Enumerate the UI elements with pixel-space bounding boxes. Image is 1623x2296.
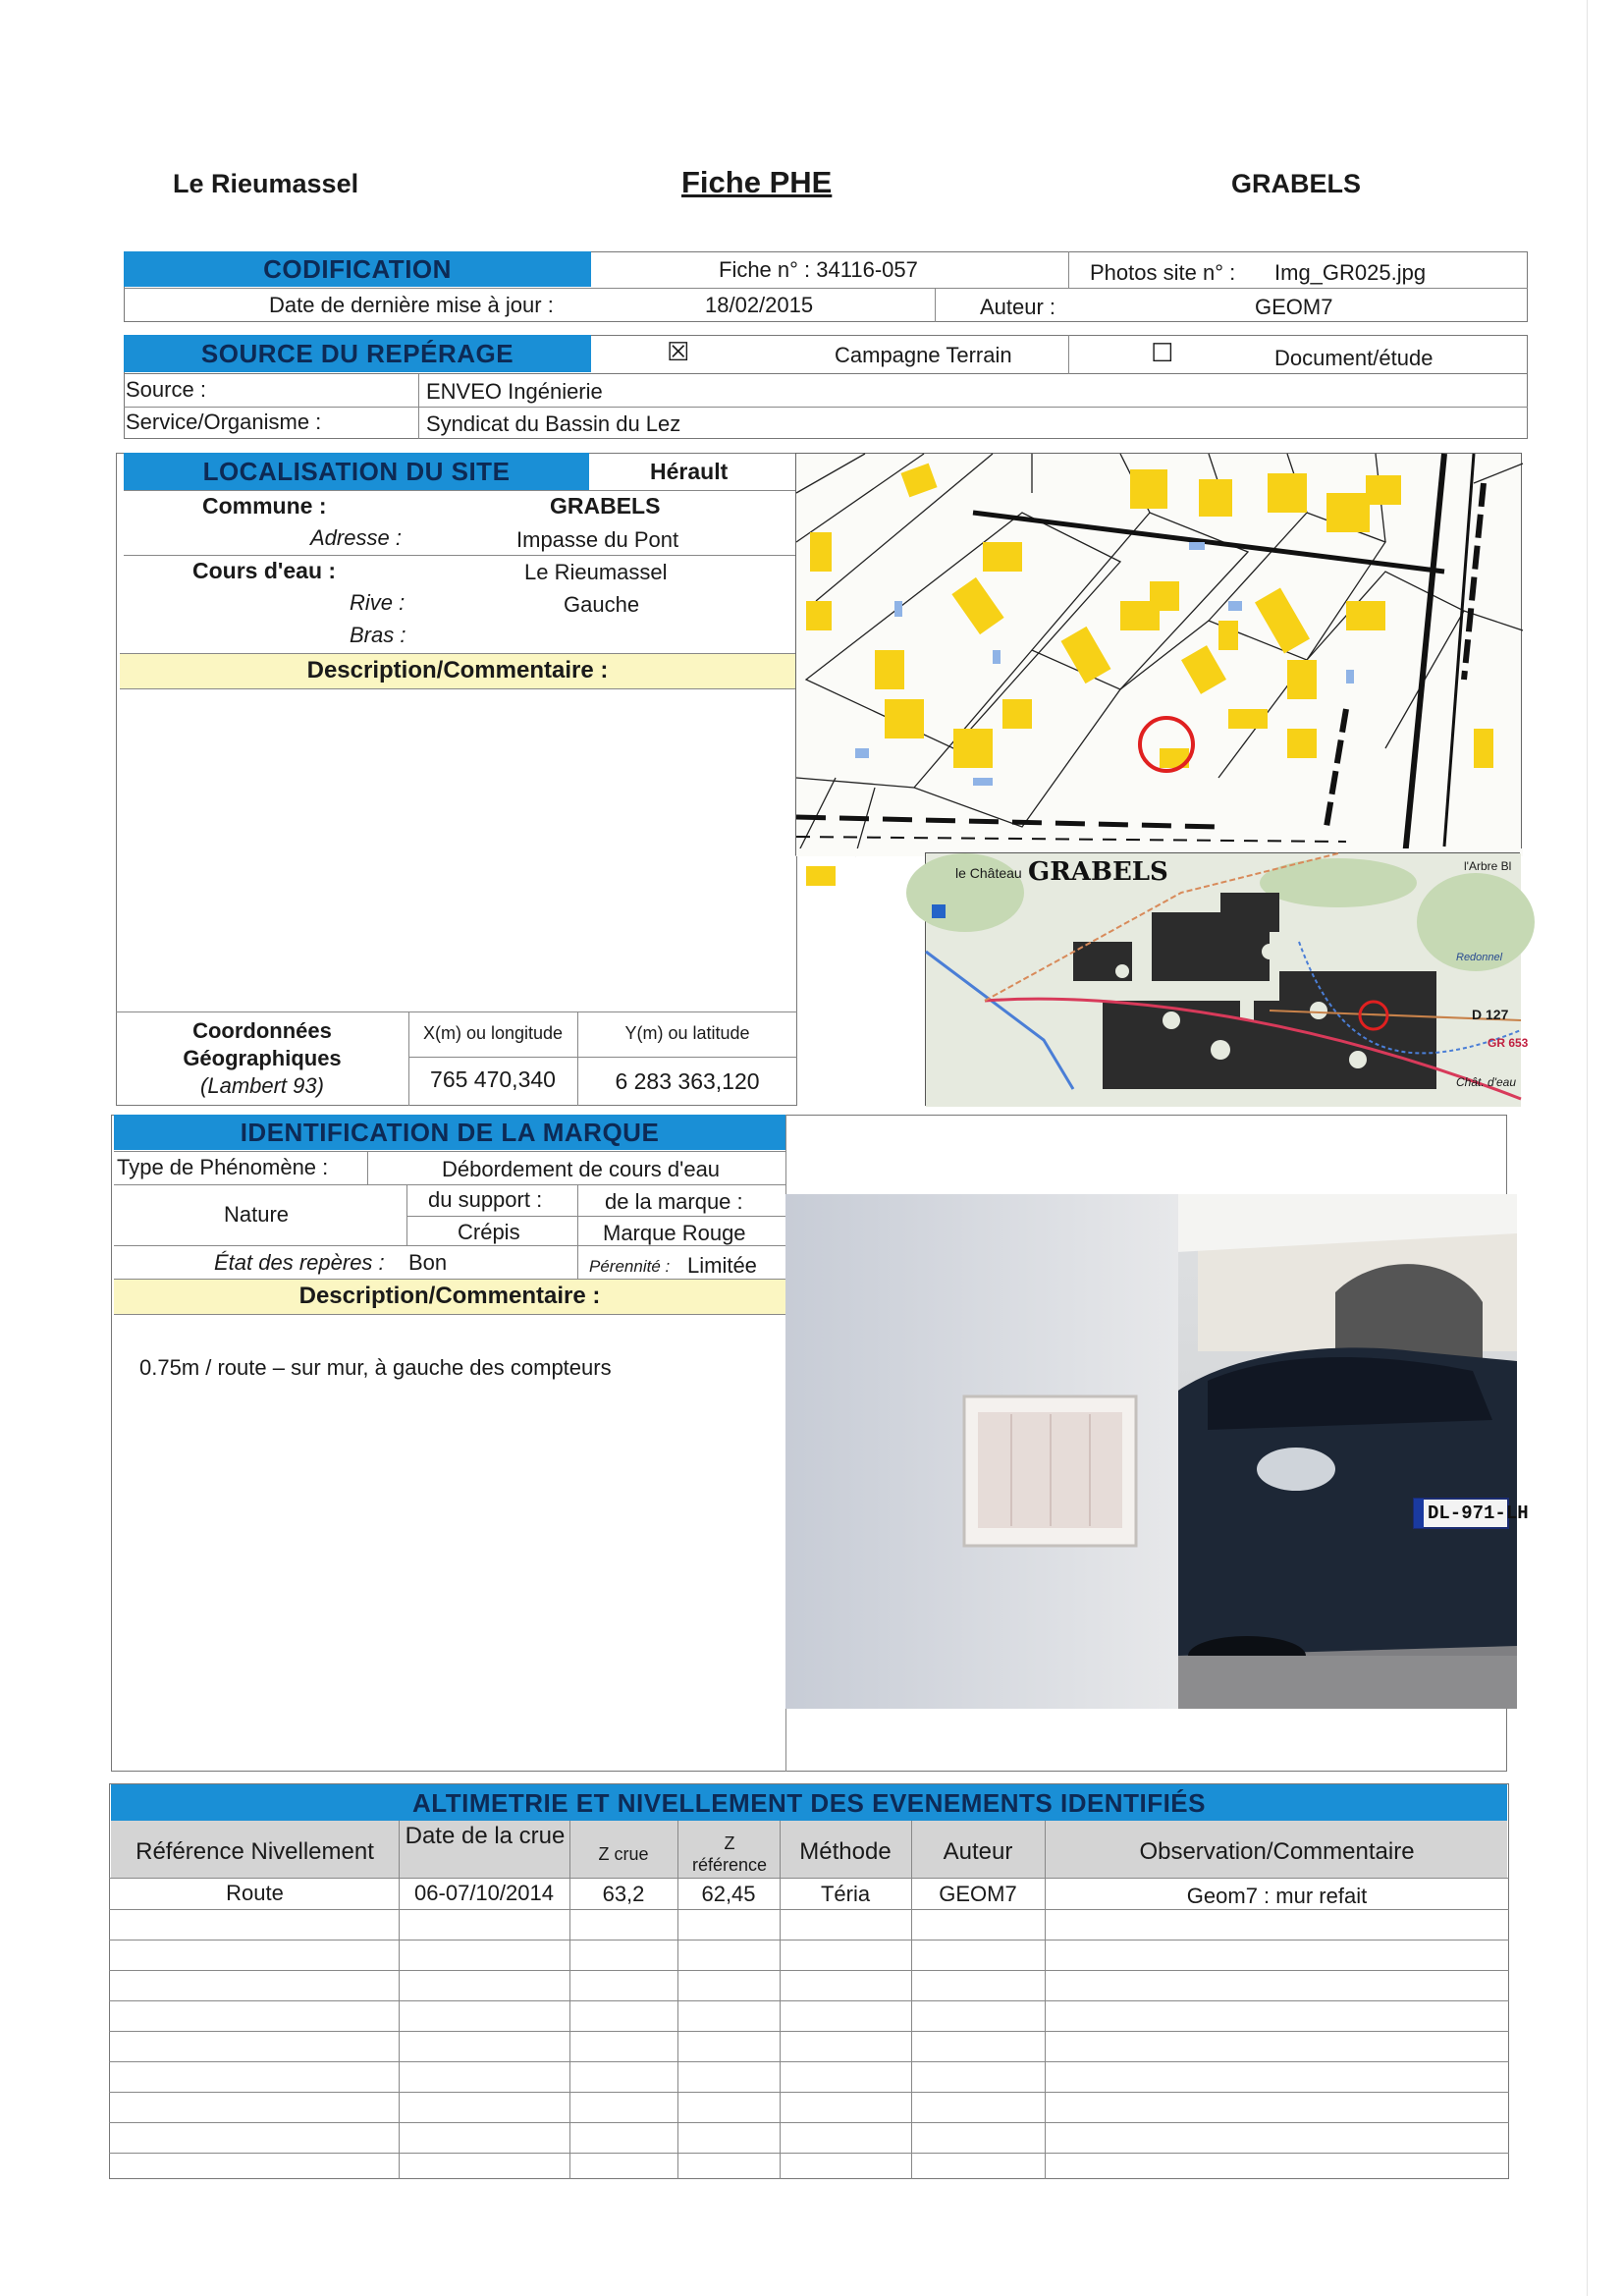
source-label: Source : [126,377,206,402]
cell-auteur: GEOM7 [939,1882,1017,1906]
x-value: 765 470,340 [430,1066,556,1092]
checkbox-campagne[interactable]: ☒ [667,337,690,366]
col-reference: Référence Nivellement [135,1838,374,1865]
marque-label: de la marque : [605,1189,743,1214]
col-auteur: Auteur [943,1838,1013,1865]
y-value: 6 283 363,120 [615,1068,760,1094]
coord-label-1: Coordonnées [192,1018,332,1043]
marque-heading: IDENTIFICATION DE LA MARQUE [114,1115,785,1150]
photos-label: Photos site n° : [1090,260,1236,285]
adresse-value: Impasse du Pont [516,527,679,552]
codification-heading: CODIFICATION [124,251,591,287]
map-town: GRABELS [1028,857,1168,887]
etat-value: Bon [408,1250,448,1275]
type-label: Type de Phénomène : [117,1155,329,1179]
cours-value: Le Rieumassel [524,560,668,584]
commune-label: Commune : [202,493,327,519]
rive-value: Gauche [564,592,640,617]
coord-label-2: Géographiques [183,1046,342,1070]
rive-label: Rive : [350,590,406,615]
map-road2: GR 653 [1488,1036,1529,1050]
nature-label: Nature [224,1202,290,1227]
cell-zref: 62,45 [701,1882,756,1906]
localisation-frame [116,453,797,1106]
map-road1: D 127 [1472,1007,1509,1022]
departement: Hérault [650,459,729,484]
cours-label: Cours d'eau : [192,558,337,583]
campagne-label: Campagne Terrain [835,343,1012,367]
marque-value: Marque Rouge [603,1221,746,1245]
support-label: du support : [428,1187,543,1212]
cell-zcrue: 63,2 [602,1882,645,1906]
col-zcrue: Z crue [598,1844,649,1864]
document-label: Document/étude [1274,346,1434,370]
cell-date: 06-07/10/2014 [414,1881,554,1905]
marque-desc-text: 0.75m / route – sur mur, à gauche des compteurs [139,1355,612,1380]
map-chat: Chât. d'eau [1456,1075,1517,1089]
perennite-value: Limitée [687,1253,757,1278]
commune-value: GRABELS [550,493,661,519]
x-label: X(m) ou longitude [422,1023,564,1043]
col-zref: Z référence [691,1833,768,1875]
service-label: Service/Organisme : [126,410,322,434]
col-observation: Observation/Commentaire [1139,1838,1415,1865]
cell-observation: Geom7 : mur refait [1186,1884,1368,1908]
source-heading: SOURCE DU REPÉRAGE [124,335,591,372]
header-left: Le Rieumassel [173,169,359,198]
date-label: Date de dernière mise à jour : [269,293,554,317]
cadastral-map [795,453,1522,855]
map-arbre: l'Arbre Bl [1464,859,1512,873]
topographic-map [925,852,1529,1106]
col-methode: Méthode [799,1838,892,1865]
adresse-label: Adresse : [310,525,402,550]
header-right: GRABELS [1231,169,1362,198]
cell-reference: Route [226,1881,284,1905]
cell-methode: Téria [820,1882,871,1906]
checkbox-document[interactable]: ☐ [1151,338,1174,367]
coord-label-3: (Lambert 93) [200,1073,324,1098]
localisation-heading: LOCALISATION DU SITE [124,453,589,490]
col-date: Date de la crue [405,1823,566,1849]
map-redonnel: Redonnel [1456,952,1503,963]
map-chateau: le Château [955,865,1022,881]
site-photo [785,1194,1529,1709]
type-value: Débordement de cours d'eau [442,1157,721,1181]
photos-value: Img_GR025.jpg [1274,260,1427,285]
date-value: 18/02/2015 [705,293,814,317]
localisation-desc-heading: Description/Commentaire : [120,653,795,688]
auteur-value: GEOM7 [1255,295,1333,319]
marque-desc-heading: Description/Commentaire : [114,1279,785,1314]
car-plate: DL-971-LH [1428,1503,1529,1524]
altimetrie-heading: ALTIMETRIE ET NIVELLEMENT DES EVENEMENTS IDENTIFIÉS [111,1783,1507,1821]
auteur-label: Auteur : [980,295,1056,319]
support-value: Crépis [458,1220,520,1244]
page-title: Fiche PHE [681,165,833,199]
fiche-number: Fiche n° : 34116-057 [719,257,918,282]
y-label: Y(m) ou latitude [624,1023,750,1043]
etat-label: État des repères : [214,1250,385,1275]
perennite-label: Pérennité : [589,1257,671,1276]
bras-label: Bras : [350,623,406,647]
service-value: Syndicat du Bassin du Lez [426,411,681,436]
source-value: ENVEO Ingénierie [426,379,603,404]
